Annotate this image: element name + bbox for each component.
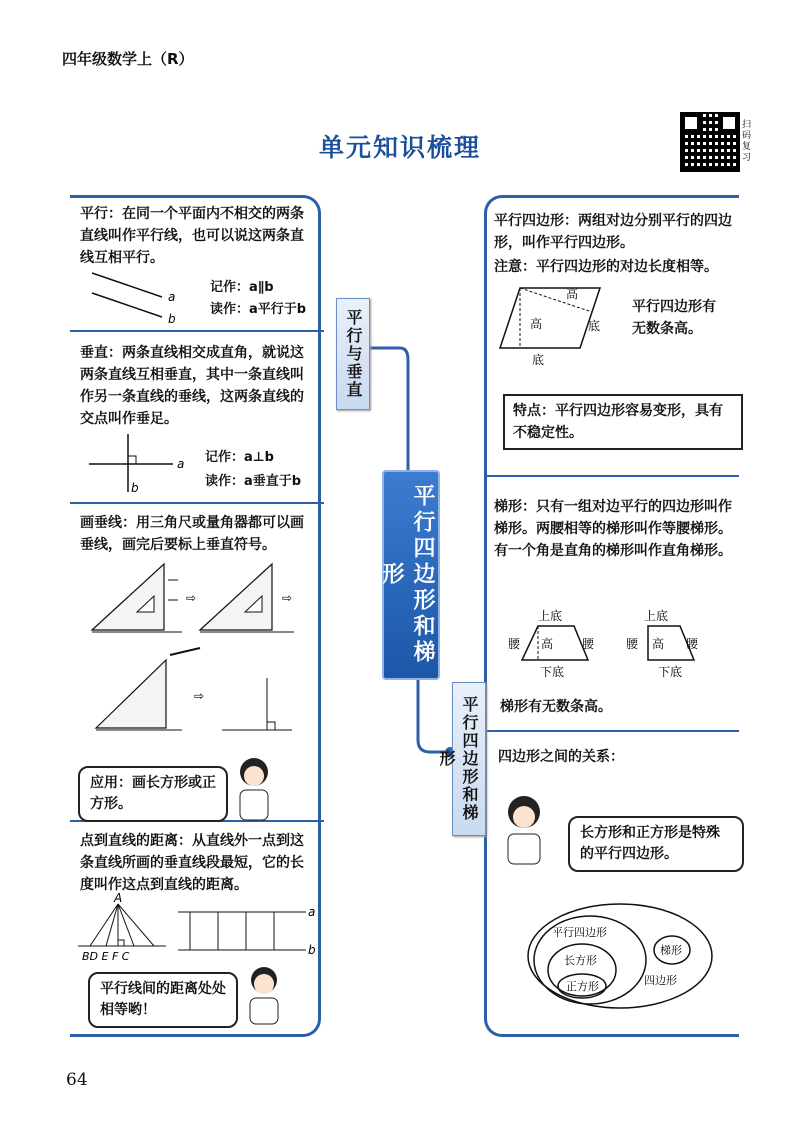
divider (484, 475, 739, 477)
trap-top-1: 上底 (538, 609, 563, 623)
perp-label-b: b (131, 481, 139, 495)
perpendicular-definition: 垂直：两条直线相交成直角，就说这两条直线互相垂直，其中一条直线叫作另一条直线的垂线，这两条直线的交点叫作垂足。 (80, 345, 304, 427)
parallelogram-infinite-heights: 平行四边形有无数条高。 (632, 299, 716, 337)
quadrilateral-relation-diagram (526, 900, 716, 1010)
para-height-top: 高 (566, 287, 579, 301)
relation-title: 四边形之间的关系： (498, 749, 624, 765)
trap-leg-right-1: 腰 (582, 637, 595, 651)
girl-illustration-icon (222, 750, 292, 830)
dist-label-a: a (308, 905, 316, 919)
qr-label: 扫码复习 (742, 120, 752, 163)
distance-bubble: 平行线间的距离处处相等哟！ (88, 972, 238, 1028)
svg-text:⇨: ⇨ (282, 591, 293, 605)
dist-label-b: b (308, 943, 316, 957)
set-square-steps-figure (82, 560, 322, 760)
set-parallelogram: 平行四边形 (552, 926, 607, 939)
trap-height-2: 高 (652, 637, 665, 651)
perpendicular-lines-figure (85, 430, 205, 500)
center-topic[interactable]: 平行四边形和梯形 (382, 470, 440, 680)
parallel-definition: 平行：在同一个平面内不相交的两条直线叫作平行线，也可以说这两条直线互相平行。 (80, 206, 304, 266)
para-base-side: 底 (588, 319, 601, 333)
trap-bottom-2: 下底 (658, 665, 683, 679)
divider (70, 502, 324, 504)
trap-leg-right-2: 腰 (686, 637, 699, 651)
svg-text:⇨: ⇨ (194, 689, 205, 703)
drawing-perpendicular-text: 画垂线：用三角尺或量角器都可以画垂线，画完后要标上垂直符号。 (80, 515, 304, 553)
parallel-reading: 读作：a平行于b (210, 302, 307, 317)
trap-leg-left-1: 腰 (508, 637, 521, 651)
trap-top-2: 上底 (644, 609, 669, 623)
set-square: 正方形 (566, 980, 599, 993)
page-number: 64 (66, 1070, 88, 1090)
trapezoid-definition: 梯形：只有一组对边平行的四边形叫作梯形。两腰相等的梯形叫作等腰梯形。有一个角是直角的梯形叫作直角梯形。 (494, 499, 732, 559)
parallel-label-a: a (168, 290, 176, 304)
trap-height-1: 高 (541, 637, 554, 651)
base-points-label: BD E F C (82, 950, 130, 962)
perp-label-a: a (177, 457, 185, 471)
parallelogram-feature: 特点：平行四边形容易变形，具有不稳定性。 (503, 394, 743, 450)
page-title: 单元知识梳理 (318, 133, 481, 162)
parallel-label-b: b (168, 312, 176, 326)
application-bubble: 应用：画长方形或正方形。 (78, 766, 228, 822)
trapezoid-figures (508, 608, 748, 688)
parallelogram-note: 注意：平行四边形的对边长度相等。 (494, 259, 718, 275)
parallel-notation: 记作：a∥b (210, 280, 274, 295)
set-trapezoid: 梯形 (660, 944, 682, 957)
trap-bottom-1: 下底 (540, 665, 565, 679)
para-height-mid: 高 (530, 317, 543, 331)
book-header: 四年级数学上（R） (62, 50, 194, 68)
perpendicular-notation: 记作：a⊥b (205, 450, 274, 465)
relation-bubble: 长方形和正方形是特殊的平行四边形。 (568, 816, 744, 872)
set-quadrilateral: 四边形 (644, 974, 677, 987)
distance-definition: 点到直线的距离：从直线外一点到这条直线所画的垂直线段最短，它的长度叫作这点到直线的距离。 (80, 833, 304, 893)
svg-text:⇨: ⇨ (186, 591, 197, 605)
left-branch-tag[interactable]: 平行与垂直 (336, 298, 370, 410)
perpendicular-reading: 读作：a垂直于b (205, 474, 302, 489)
divider (484, 730, 739, 732)
parallelogram-figure (496, 282, 626, 372)
girl-relation-illustration-icon (494, 792, 554, 872)
para-base-bottom: 底 (532, 353, 545, 367)
right-branch-tag[interactable]: 平行四边形和梯形 (452, 682, 486, 836)
trap-leg-left-2: 腰 (626, 637, 639, 651)
trapezoid-infinite-heights: 梯形有无数条高。 (500, 699, 612, 715)
boy-illustration-icon (236, 962, 296, 1032)
distance-figure (78, 892, 318, 962)
parallelogram-definition: 平行四边形：两组对边分别平行的四边形，叫作平行四边形。 (494, 213, 732, 251)
point-a-label: A (114, 892, 123, 905)
set-rectangle: 长方形 (564, 954, 597, 967)
